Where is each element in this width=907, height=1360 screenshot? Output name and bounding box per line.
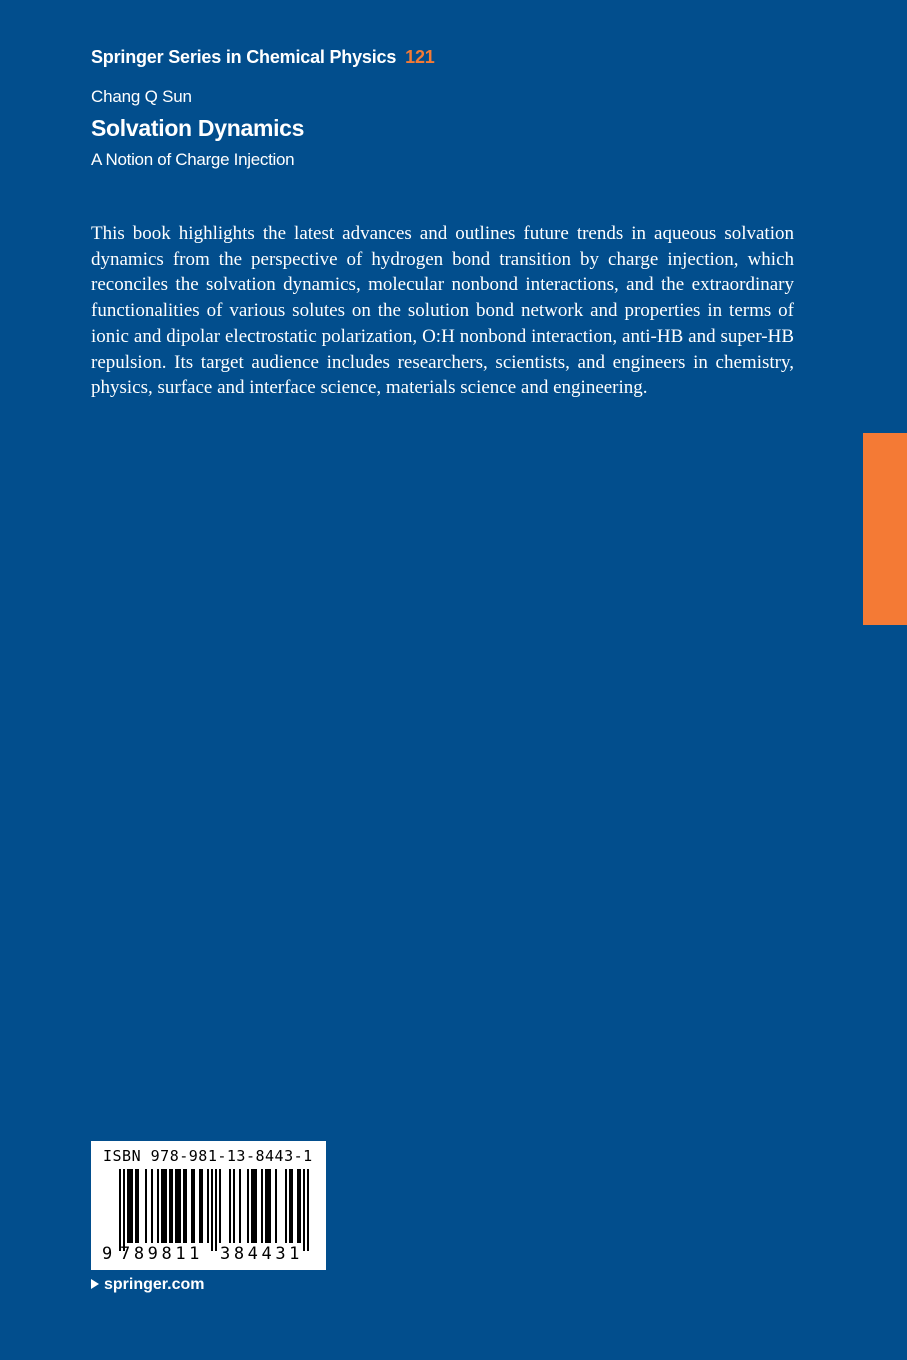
barcode-bar: [191, 1169, 193, 1243]
orange-accent-tab: [863, 433, 907, 625]
barcode-bar: [219, 1169, 221, 1243]
barcode-bar: [179, 1169, 181, 1243]
barcode-bar: [261, 1169, 263, 1243]
barcode-bar: [211, 1169, 213, 1251]
barcode-bar: [163, 1169, 165, 1243]
barcode-bar: [165, 1169, 167, 1243]
barcode-bar: [269, 1169, 271, 1243]
publisher-website[interactable]: [91, 1276, 204, 1294]
arrow-right-icon: [91, 1279, 99, 1289]
barcode-bar: [161, 1169, 163, 1243]
barcode-bar: [233, 1169, 235, 1243]
barcode-bar: [185, 1169, 187, 1243]
barcode-bar: [303, 1169, 305, 1251]
barcode-digit-first: 9: [102, 1244, 113, 1264]
barcode-box: [91, 1141, 326, 1270]
barcode-bar: [193, 1169, 195, 1243]
series-title: [91, 47, 435, 68]
barcode-bar: [299, 1169, 301, 1243]
barcode-bar: [267, 1169, 269, 1243]
barcode-bar: [171, 1169, 173, 1243]
book-description: This book highlights the latest advances and outlines future trends in aqueous solvation dynamics from the perspective of hydrogen bond transition by charge injection, which reconciles the solvation dynamics, molecular nonbond interactions, and the extraordinary functionalities of various solutes on the solution bond network and properties in terms of ionic and dipolar electrostatic polarization, O:H nonbond interaction, anti-HB and super-HB repulsion. Its target audience includes researchers, scientists, and engineers in chemistry, physics, surface and interface science, materials science and engineering.: [91, 223, 794, 399]
barcode-bar: [297, 1169, 299, 1243]
book-subtitle: A Notion of Charge Injection: [91, 150, 295, 169]
barcode-bar: [123, 1169, 125, 1251]
barcode-bar: [291, 1169, 293, 1243]
barcode-bar: [183, 1169, 185, 1243]
barcode-bar: [253, 1169, 255, 1243]
barcode-bar: [229, 1169, 231, 1243]
barcode-bar: [215, 1169, 217, 1251]
barcode-bar: [131, 1169, 133, 1243]
book-title: Solvation Dynamics: [91, 115, 305, 141]
barcode-bar: [157, 1169, 159, 1243]
barcode-bar: [177, 1169, 179, 1243]
barcode-bar: [255, 1169, 257, 1243]
barcode-bar: [135, 1169, 137, 1243]
barcode-bar: [129, 1169, 131, 1243]
barcode-bar: [275, 1169, 277, 1243]
barcode-digit-group-left: 789811: [120, 1244, 204, 1264]
barcode-bar: [175, 1169, 177, 1243]
barcode-bar: [201, 1169, 203, 1243]
barcode-digit-group-right: 384431: [220, 1244, 304, 1264]
barcode-bar: [169, 1169, 171, 1243]
barcode-bar: [307, 1169, 309, 1251]
barcode-bar: [207, 1169, 209, 1243]
barcode-bar: [127, 1169, 129, 1243]
website-text: springer.com: [104, 1276, 205, 1293]
barcode-bar: [247, 1169, 249, 1243]
barcode-bar: [145, 1169, 147, 1243]
barcode-bar: [119, 1169, 121, 1251]
barcode-bar: [137, 1169, 139, 1243]
series-name: Springer Series in Chemical Physics: [91, 47, 397, 67]
barcode-bar: [285, 1169, 287, 1243]
series-number: 121: [405, 47, 435, 67]
author-name: Chang Q Sun: [91, 87, 192, 106]
barcode-bar: [239, 1169, 241, 1243]
barcode-bar: [199, 1169, 201, 1243]
barcode-bar: [251, 1169, 253, 1243]
barcode-bar: [151, 1169, 153, 1243]
barcode-bar: [289, 1169, 291, 1243]
isbn-label: ISBN 978-981-13-8443-1: [103, 1147, 313, 1165]
barcode-bar: [265, 1169, 267, 1243]
